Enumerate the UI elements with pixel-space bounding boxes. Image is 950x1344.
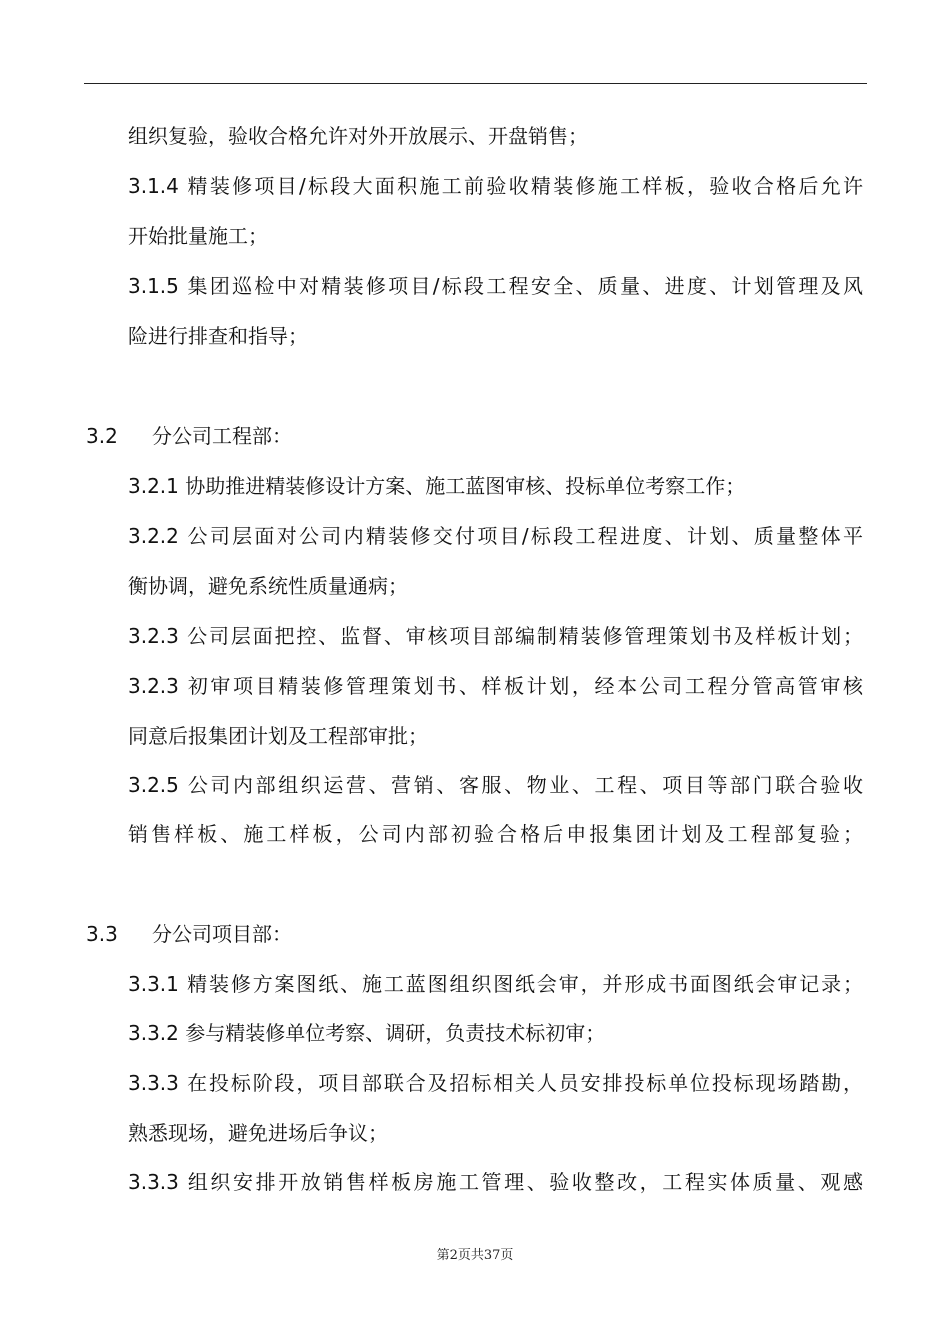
text-line: 同意后报集团计划及工程部审批； <box>128 724 428 748</box>
header-rule <box>84 83 867 84</box>
page-footer: 第2页共37页 <box>436 1248 514 1263</box>
text-line: 3.2.3 初审项目精装修管理策划书、样板计划，经本公司工程分管高管审核 <box>128 674 863 698</box>
section-number: 3.2 <box>86 424 118 448</box>
text-line: 3.1.4 精装修项目/标段大面积施工前验收精装修施工样板，验收合格后允许 <box>128 174 863 198</box>
section-heading <box>86 922 292 946</box>
text-line: 开始批量施工； <box>128 224 268 248</box>
text-line: 衡协调，避免系统性质量通病； <box>128 574 408 598</box>
text-line: 3.1.5 集团巡检中对精装修项目/标段工程安全、质量、进度、计划管理及风 <box>128 274 863 298</box>
section-title: 分公司工程部： <box>152 424 292 448</box>
section-number: 3.3 <box>86 922 118 946</box>
text-line: 3.3.3 在投标阶段，项目部联合及招标相关人员安排投标单位投标现场踏勘， <box>128 1071 863 1095</box>
text-line: 3.2.2 公司层面对公司内精装修交付项目/标段工程进度、计划、质量整体平 <box>128 524 863 548</box>
text-line: 3.3.3 组织安排开放销售样板房施工管理、验收整改，工程实体质量、观感 <box>128 1170 863 1194</box>
text-line: 3.2.5 公司内部组织运营、营销、客服、物业、工程、项目等部门联合验收 <box>128 773 863 797</box>
text-line: 组织复验，验收合格允许对外开放展示、开盘销售； <box>128 124 588 148</box>
text-line: 3.3.1 精装修方案图纸、施工蓝图组织图纸会审，并形成书面图纸会审记录； <box>128 972 863 996</box>
section-heading <box>86 424 292 448</box>
text-line: 险进行排查和指导； <box>128 324 308 348</box>
text-line: 3.2.1 协助推进精装修设计方案、施工蓝图审核、投标单位考察工作； <box>128 474 746 498</box>
text-line: 熟悉现场，避免进场后争议； <box>128 1121 388 1145</box>
text-line: 销售样板、施工样板，公司内部初验合格后申报集团计划及工程部复验； <box>128 822 863 846</box>
text-line: 3.2.3 公司层面把控、监督、审核项目部编制精装修管理策划书及样板计划； <box>128 624 863 648</box>
section-title: 分公司项目部： <box>152 922 292 946</box>
text-line: 3.3.2 参与精装修单位考察、调研，负责技术标初审； <box>128 1021 606 1045</box>
